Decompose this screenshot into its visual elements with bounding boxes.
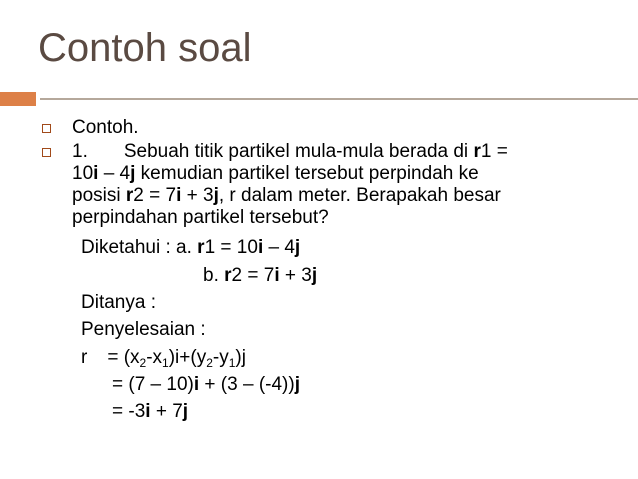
value: + 3 [181,185,214,206]
unit-vector-j: j [294,374,300,395]
unit-vector-j: j [294,237,301,258]
problem-number: 1. [72,141,88,162]
problem-line-3 [72,185,501,207]
solution-step-3 [112,401,188,423]
hollow-square-bullet-icon [42,148,51,157]
problem-text: , r dalam meter. Berapakah besar [218,185,501,206]
problem-line-4: perpindahan partikel tersebut? [72,207,329,228]
known-line-b [203,265,317,287]
formula: = (7 – 10) [112,374,194,395]
unit-vector-i: i [145,401,151,422]
problem-text: posisi [72,185,126,206]
slide-title: Contoh soal [38,26,252,70]
unit-vector-j: j [130,163,136,184]
formula: )i+(y [168,347,207,368]
problem-line-1 [72,141,508,163]
vector-r: r [81,347,88,368]
vector-r: r [473,141,481,162]
value: 1 = 10 [204,237,258,258]
unit-vector-i: i [257,237,264,258]
asked-line: Ditanya : [81,292,156,313]
unit-vector-i: i [193,374,200,395]
vector-r: r [125,185,134,206]
solution-label: Penyelesaian : [81,319,206,340]
formula: = -3 [112,401,146,422]
title-accent-bar [0,92,36,106]
unit-vector-j: j [182,401,189,422]
unit-vector-j: j [311,265,318,286]
problem-line-2 [72,163,479,185]
formula: )j [235,347,246,368]
r1-index: 1 [480,141,492,162]
value: + 3 [279,265,312,286]
problem-text: kemudian partikel tersebut perpindah ke [135,163,479,184]
known-prefix: b. [203,265,225,286]
formula: = (x [107,347,140,368]
vector-r: r [224,265,232,286]
known-line-a [81,237,300,259]
solution-step-2 [112,374,300,396]
value: = 7 [143,185,177,206]
formula: -x [146,347,163,368]
unit-vector-j: j [213,185,219,206]
title-divider [40,98,638,100]
value: – 4 [98,163,131,184]
unit-vector-i: i [93,163,99,184]
formula: + (3 – (-4)) [199,374,295,395]
hollow-square-bullet-icon [42,124,51,133]
subscript: 1 [162,356,169,370]
r2-index: 2 [133,185,144,206]
subscript: 2 [206,356,213,370]
subscript: 2 [139,356,147,370]
formula: -y [212,347,229,368]
formula: + 7 [150,401,183,422]
value: 2 = 7 [231,265,275,286]
value: 10 [72,163,94,184]
vector-r: r [197,237,205,258]
value: – 4 [263,237,295,258]
known-label: Diketahui : a. [81,237,198,258]
equals: = [491,141,508,162]
bullet-text-contoh: Contoh. [72,117,139,138]
solution-step-1 [81,347,246,369]
unit-vector-i: i [176,185,182,206]
subscript: 1 [228,356,236,370]
problem-text: Sebuah titik partikel mula-mula berada di [123,141,474,162]
unit-vector-i: i [274,265,280,286]
